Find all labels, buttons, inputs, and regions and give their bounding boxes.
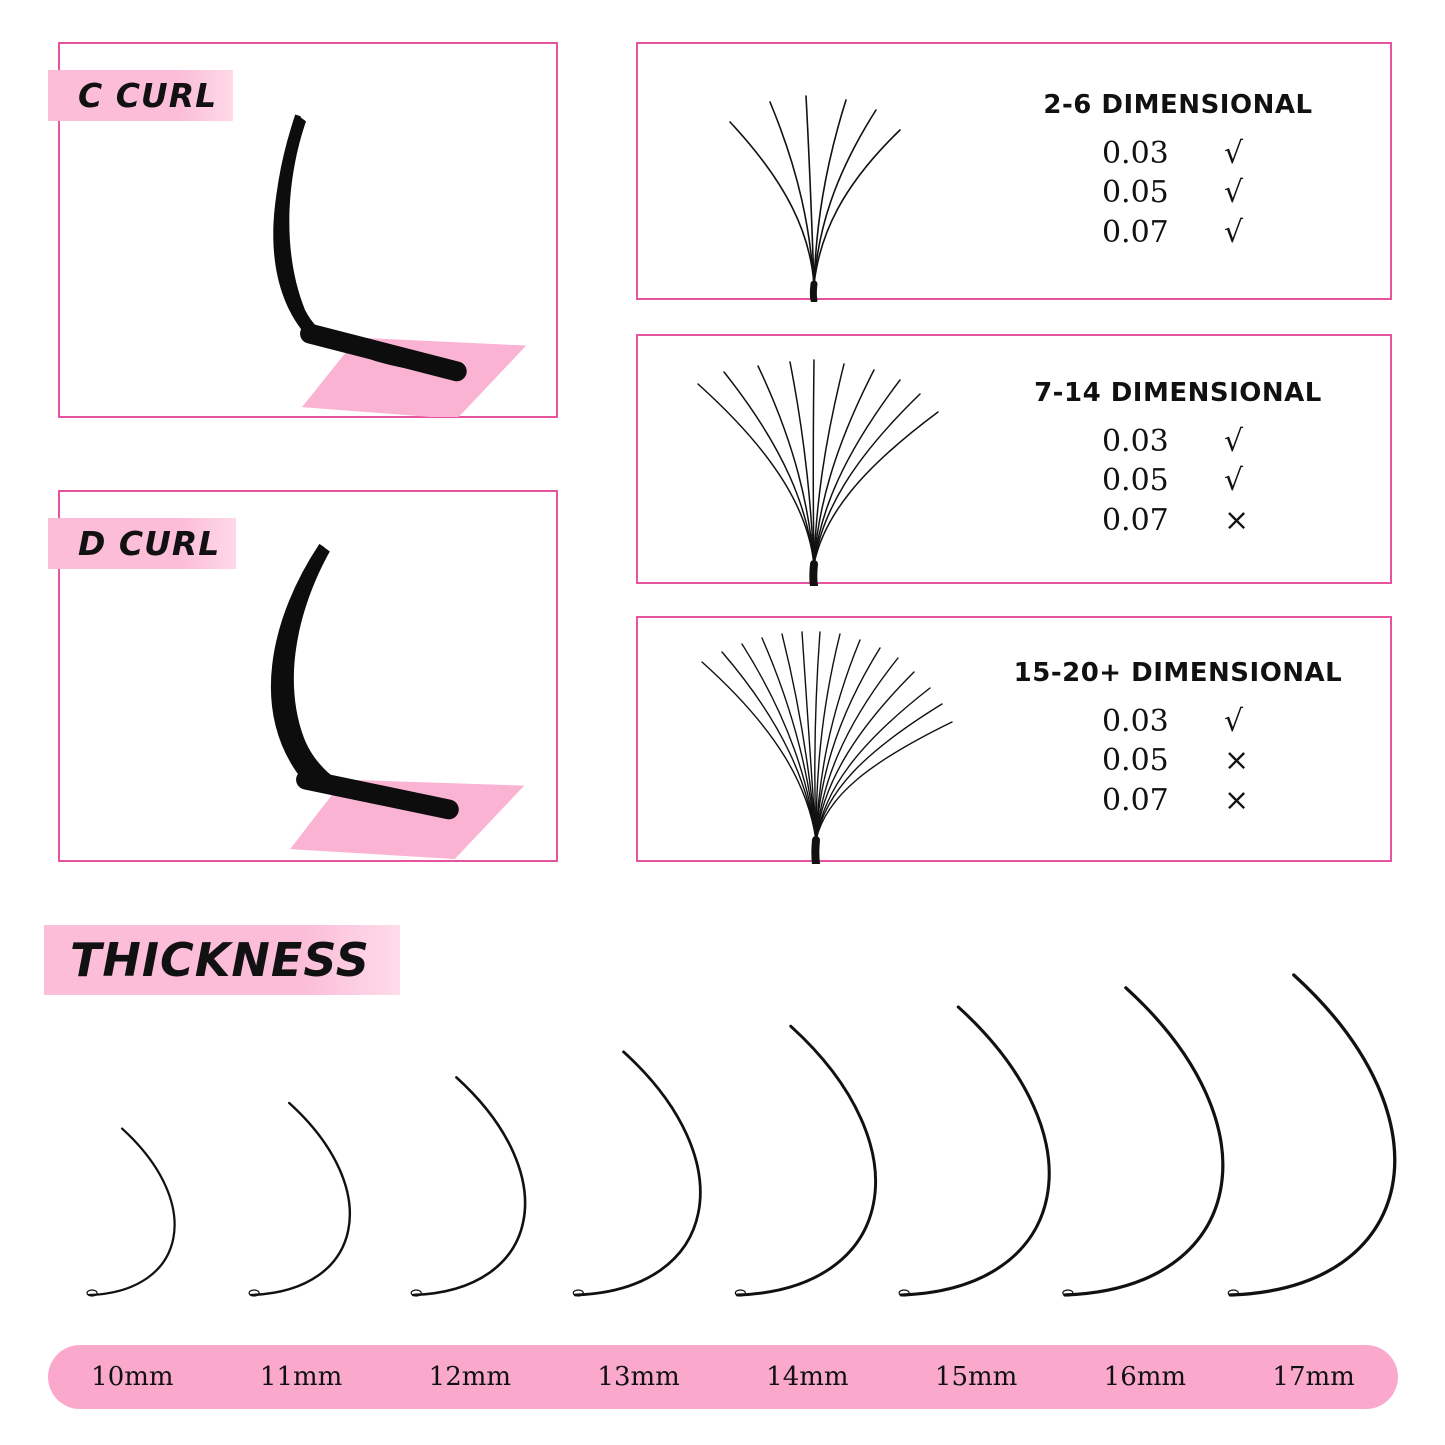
availability-mark: √ [1223, 703, 1244, 739]
c-curl-panel [58, 42, 558, 418]
availability-mark: × [1223, 782, 1250, 818]
size-label: 16mm [1103, 1362, 1187, 1392]
thickness-row [1102, 501, 1254, 541]
dimension-title: 15-20+ DIMENSIONAL [1013, 657, 1343, 688]
thickness-value: 0.05 [1101, 175, 1169, 211]
dimension-info-7-14 [984, 378, 1390, 541]
thickness-value: 0.03 [1101, 423, 1169, 459]
dimension-panel-2-6 [636, 42, 1392, 300]
fan-illustration-2-6 [638, 44, 984, 298]
size-label: 15mm [934, 1362, 1018, 1392]
thickness-row [1102, 781, 1254, 821]
thickness-value: 0.03 [1101, 135, 1169, 171]
c-curl-label: C CURL [48, 70, 233, 121]
thickness-value: 0.07 [1101, 214, 1169, 250]
thickness-value: 0.07 [1101, 502, 1169, 538]
size-bar [48, 1345, 1398, 1409]
dimension-title: 2-6 DIMENSIONAL [1043, 89, 1313, 120]
dimension-panel-7-14 [636, 334, 1392, 584]
d-curl-panel [58, 490, 558, 862]
availability-mark: × [1223, 502, 1250, 538]
size-label: 14mm [766, 1362, 849, 1392]
thickness-row [1102, 422, 1254, 462]
thickness-row [1102, 134, 1254, 174]
thickness-value: 0.05 [1101, 463, 1169, 499]
dimension-info-2-6 [984, 90, 1390, 253]
thickness-value: 0.03 [1101, 703, 1169, 739]
fan-illustration-15-20 [638, 618, 984, 860]
availability-mark: √ [1223, 463, 1244, 499]
thickness-label: THICKNESS [44, 925, 400, 995]
thickness-section [0, 905, 1445, 1445]
size-label: 10mm [91, 1362, 174, 1392]
size-label: 12mm [428, 1362, 512, 1392]
thickness-row [1102, 173, 1254, 213]
thickness-value: 0.05 [1101, 743, 1169, 779]
availability-mark: × [1223, 743, 1250, 779]
thickness-row [1102, 461, 1254, 501]
d-curl-label: D CURL [48, 518, 236, 569]
thickness-value: 0.07 [1101, 782, 1169, 818]
size-label: 17mm [1272, 1362, 1355, 1392]
availability-mark: √ [1223, 214, 1244, 250]
dimension-info-15-20 [984, 658, 1390, 821]
availability-mark: √ [1223, 423, 1244, 459]
fan-illustration-7-14 [638, 336, 984, 582]
thickness-row [1102, 213, 1254, 253]
thickness-row [1102, 702, 1254, 742]
lash-length-illustration [0, 945, 1445, 1335]
dimension-title: 7-14 DIMENSIONAL [1034, 377, 1322, 408]
dimension-panel-15-20 [636, 616, 1392, 862]
thickness-row [1102, 741, 1254, 781]
size-label: 11mm [259, 1362, 343, 1392]
availability-mark: √ [1223, 175, 1244, 211]
availability-mark: √ [1223, 135, 1244, 171]
size-label: 13mm [597, 1362, 680, 1392]
